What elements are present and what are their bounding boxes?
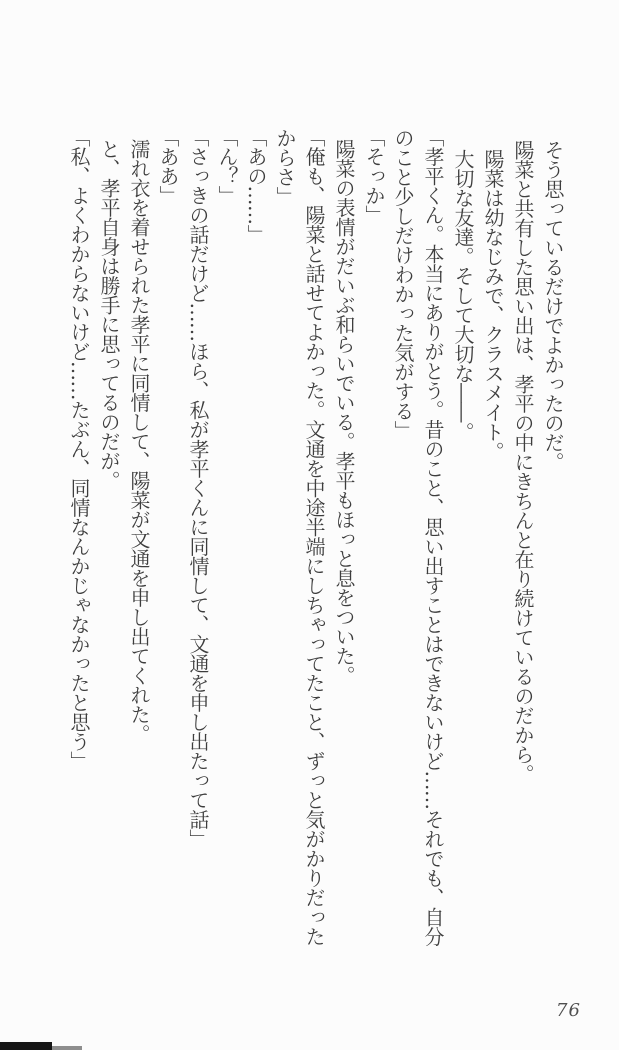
- scan-artifact-corner-bar: [0, 1042, 52, 1050]
- text-column: 「そっか」: [362, 127, 386, 225]
- text-column: 「さっきの話だけど……ほら、私が孝平くんに同情して、文通を申し出たって話」: [186, 127, 210, 849]
- text-column: と、孝平自身は勝手に思ってるのだが。: [97, 139, 121, 490]
- text-column: のこと少しだけわかった気がする」: [391, 128, 415, 440]
- scan-artifact-corner-bar-tail: [52, 1046, 82, 1050]
- text-column: 「ん？」: [215, 127, 239, 205]
- text-column: 大切な友達。そして大切な――。: [451, 149, 475, 442]
- text-column: 「私、よくわからないけど……たぶん、同情なんかじゃなかったと思う」: [67, 127, 91, 771]
- text-column: 陽菜と共有した思い出は、孝平の中にきちんと在り続けているのだから。: [511, 140, 535, 784]
- text-column: 「俺も、陽菜と話せてよかった。文通を中途半端にしちゃってたこと、ずっと気がかりだった: [302, 127, 326, 946]
- text-column: 「孝平くん。本当にありがとう。昔のこと、思い出すことはできないけど……それでも、自分: [421, 127, 445, 946]
- text-column: そう思っているだけでよかったのだ。: [541, 140, 565, 472]
- text-column: 濡れ衣を着せられた孝平に同情して、陽菜が文通を申し出てくれた。: [127, 139, 151, 744]
- text-column: 陽菜の表情がだいぶ和らいでいる。孝平もほっと息をついた。: [332, 139, 356, 685]
- text-column: 「あの……」: [244, 127, 268, 244]
- page-number: 76: [556, 1000, 581, 1021]
- text-column: 「ああ」: [156, 127, 180, 205]
- text-column: 陽菜は幼なじみで、クラスメイト。: [481, 149, 505, 461]
- text-column: からさ」: [273, 128, 297, 206]
